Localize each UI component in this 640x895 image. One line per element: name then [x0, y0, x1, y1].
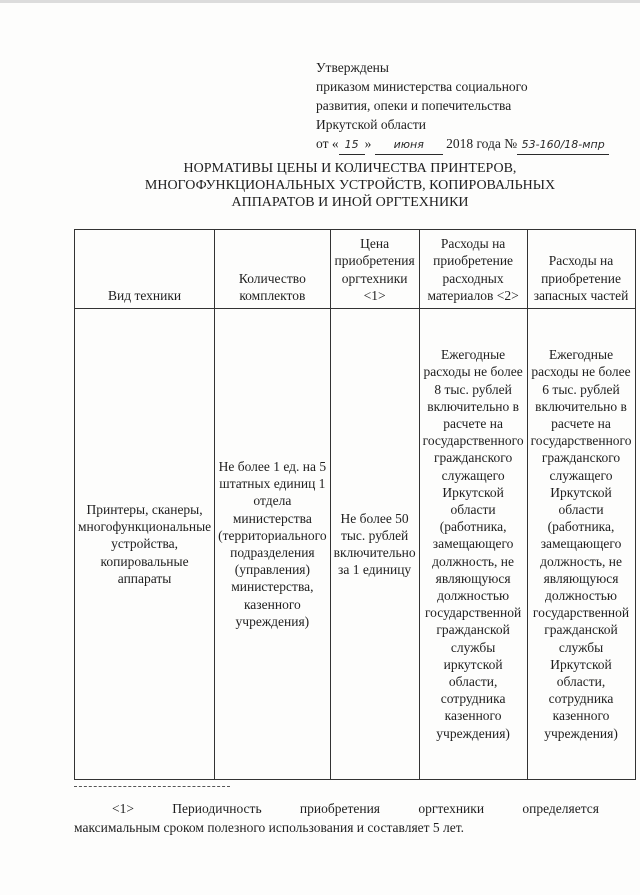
approval-line: Иркутской области: [316, 117, 427, 132]
cell-equipment-type: Принтеры, сканеры, многофункциональные устройства, копировальные аппараты: [75, 309, 215, 780]
cell-spare-parts: Ежегодные расходы не более 6 тыс. рублей включительно в расчете на государственного гражданского служащего Иркутской области (работника, замещающего должность, не являющуюся должностью государственной гражданской службы Иркутской области, сотрудника казенного учреждения): [527, 309, 635, 780]
document-title: [80, 160, 620, 211]
footnote-word: приобретения: [299, 801, 381, 816]
footnote: [74, 799, 599, 837]
scan-edge-line: [0, 0, 640, 3]
cell-quantity: Не более 1 ед. на 5 штатных единиц 1 отдела министерства (территориального подразделения (управления) министерства, казенного учреждения): [215, 309, 330, 780]
footnote-marker: <1>: [112, 801, 134, 816]
title-line: НОРМАТИВЫ ЦЕНЫ И КОЛИЧЕСТВА ПРИНТЕРОВ,: [183, 161, 517, 176]
cell-consumables: Ежегодные расходы не более 8 тыс. рублей включительно в расчете на государственного гражданского служащего Иркутской области (работника, замещающего должность, не являющуюся должностью государственной гражданской службы иркутской области, сотрудника казенного учреждения): [419, 309, 527, 780]
norms-table: [74, 229, 636, 780]
approval-date-line: [316, 134, 626, 155]
date-day-handwritten: 15: [339, 135, 365, 155]
date-month-handwritten: июня: [375, 135, 443, 155]
order-number-handwritten: 53-160/18-мпр: [517, 135, 609, 155]
approval-line: развития, опеки и попечительства: [316, 98, 512, 113]
header-cell-equipment-type: Вид техники: [75, 230, 215, 309]
footnote-word: Периодичность: [172, 801, 262, 816]
approval-block: [316, 58, 626, 155]
header-cell-quantity: Количество комплектов: [215, 230, 330, 309]
footnote-word: определяется: [522, 801, 599, 816]
title-line: МНОГОФУНКЦИОНАЛЬНЫХ УСТРОЙСТВ, КОПИРОВАЛЬНЫХ: [144, 178, 556, 193]
approval-line: Утверждены: [316, 60, 389, 75]
header-cell-price: Цена приобретения оргтехники <1>: [330, 230, 419, 309]
date-year: 2018 года №: [446, 136, 518, 151]
footnote-word: оргтехники: [418, 801, 485, 816]
table-header-row: [75, 230, 636, 309]
approval-line: приказом министерства социального: [316, 79, 528, 94]
table-row: [75, 309, 636, 780]
header-cell-spare-parts: Расходы на приобретение запасных частей: [527, 230, 635, 309]
date-quote: »: [364, 136, 372, 151]
footnote-line-2: максимальным сроком полезного использования и составляет 5 лет.: [74, 820, 465, 835]
footnote-line-1: [74, 799, 599, 818]
footnote-separator: [74, 786, 230, 787]
date-prefix: от «: [316, 136, 339, 151]
header-cell-consumables: Расходы на приобретение расходных материалов <2>: [419, 230, 527, 309]
title-line: АППАРАТОВ И ИНОЙ ОРГТЕХНИКИ: [231, 195, 469, 210]
cell-price: Не более 50 тыс. рублей включительно за 1 единицу: [330, 309, 419, 780]
